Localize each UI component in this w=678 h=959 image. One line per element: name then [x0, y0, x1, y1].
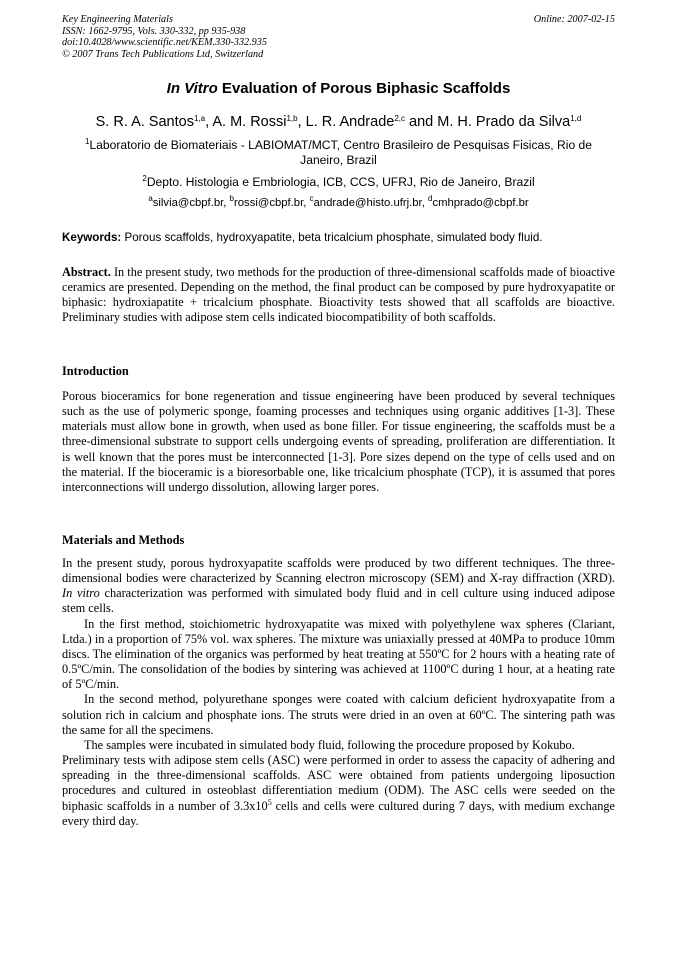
affiliation-mark: 2 — [142, 174, 147, 183]
methods-heading: Materials and Methods — [62, 533, 185, 547]
methods-paragraph-2: In the first method, stoichiometric hydroxyapatite was mixed with polyethylene wax spheres (Clariant, Ltda.) in a proportion of 75% vol. wax spheres. The mixture was uniaxially pressed at 40MPa to produce 10mm discs. The elimination of the organics was performed by heat treating at 550ºC for 2 hours with a heating rate of 0.5ºC/min. The consolidation of the bodies by sintering was achieved at 1100ºC during 1 hour, at a heating rate of 5ºC/min. — [62, 616, 615, 692]
methods-paragraph-1 — [62, 556, 615, 617]
online-date: Online: 2007-02-15 — [533, 14, 615, 25]
email-address: rossi@cbpf.br — [234, 197, 304, 209]
email-list — [62, 196, 615, 210]
methods-p5-superscript: 5 — [267, 797, 272, 807]
methods-paragraph-5 — [62, 753, 615, 829]
keywords-label: Keywords: — [62, 231, 122, 244]
introduction-text: Porous bioceramics for bone regeneration and tissue engineering have been produced by several techniques such as the use of polymeric sponge, foaming processes and techniques using organic additives [1-3]. These materials must allow bone in growth, when used as bone filler. For tissue engineering, the scaffolds must be a three-dimensional substrate to support cells undergoing events of spreading, proliferation are differentiation. It is well known that the pores must be interconnected [1-3]. Pore sizes depend on the type of cells used and on the material. If the bioceramic is a bioresorbable one, like tricalcium phosphate (TCP), it is assumed that pores interconnections will undergo dissolution, allowing larger pores. — [62, 389, 615, 494]
methods-p1-italic: In vitro — [62, 586, 100, 601]
keywords — [62, 231, 615, 245]
author-affiliation-mark: 2,c — [394, 114, 405, 123]
journal-header — [62, 14, 615, 60]
methods-paragraph-4: The samples were incubated in simulated body fluid, following the procedure proposed by Kokubo. — [84, 737, 575, 752]
author-list — [62, 113, 615, 131]
author-affiliation-mark: 1,a — [193, 114, 206, 123]
affiliation-text: Laboratorio de Biomateriais - LABIOMAT/MCT, Centro Brasileiro de Pesquisas Fisicas, Rio de Janeiro, Brazil — [89, 138, 592, 167]
keywords-text: Porous scaffolds, hydroxyapatite, beta tricalcium phosphate, simulated body fluid. — [121, 231, 543, 244]
author-affiliation-mark: 1,b — [286, 114, 298, 123]
paper-title — [62, 80, 615, 98]
abstract-text: In the present study, two methods for the production of three-dimensional scaffolds made of bioactive ceramics are presented. Depending on the method, the final product can be composed by pure hydroxyapatite or biphasic: hydroxiapatite + tricalcium phosphate. Bioactivity tests showed that all scaffolds are bioactive. Preliminary studies with adipose stem cells indicated biocompatibility of both scaffolds. — [62, 265, 615, 325]
email-separator: , — [303, 197, 310, 209]
doi-line: doi:10.4028/www.scientific.net/KEM.330-332.935 — [62, 37, 267, 48]
email-address: andrade@histo.ufrj.br — [313, 197, 422, 209]
email-mark: a — [148, 194, 153, 203]
abstract — [62, 265, 615, 326]
author-separator: and — [405, 114, 438, 130]
methods-p5-text-a: Preliminary tests with adipose stem cells (ASC) were performed in order to assess the capacity of adhering and spreading in the three-dimensional scaffolds. ASC were obtained from patients undergoing liposuction procedures and cultured in osteoblast differentiation medium (ODM). The ASC cells were seeded on the biphasic scaffolds in a number of 3.3x10 — [62, 753, 615, 813]
author-name: L. R. Andrade — [305, 114, 395, 130]
copyright-line: © 2007 Trans Tech Publications Ltd, Switzerland — [62, 48, 264, 60]
methods-p5-text-b: cells and cells were cultured during 7 days, with medium exchange every third day. — [62, 798, 615, 828]
email-mark: d — [427, 194, 433, 203]
email-address: cmhprado@cbpf.br — [432, 197, 529, 209]
journal-name: Key Engineering Materials — [62, 14, 173, 25]
email-separator: , — [223, 197, 230, 209]
affiliation-2 — [70, 175, 607, 190]
email-mark: b — [229, 194, 234, 203]
affiliation-text: Depto. Histologia e Embriologia, ICB, CCS, UFRJ, Rio de Janeiro, Brazil — [146, 175, 535, 189]
methods-p1-text-b: characterization was performed with simulated body fluid and in cell culture using induced adipose stem cells. — [62, 586, 615, 616]
affiliation-1 — [70, 138, 607, 168]
issn-line: ISSN: 1662-9795, Vols. 330-332, pp 935-938 — [62, 25, 246, 37]
author-affiliation-mark: 1,d — [570, 114, 582, 123]
title-italic: In Vitro — [166, 80, 218, 97]
methods-p1-text-a: In the present study, porous hydroxyapatite scaffolds were produced by two different techniques. The three-dimensional bodies were characterized by Scanning electron microscopy (SEM) and X-ray diffraction (XRD). — [62, 556, 615, 586]
introduction-heading: Introduction — [62, 364, 129, 378]
abstract-label: Abstract. — [62, 265, 111, 279]
author-name: M. H. Prado da Silva — [437, 114, 571, 130]
affiliation-mark: 1 — [85, 137, 90, 146]
email-mark: c — [309, 194, 314, 203]
author-separator: , — [297, 114, 306, 130]
author-name: A. M. Rossi — [212, 114, 287, 130]
methods-body — [62, 556, 615, 829]
email-separator: , — [421, 197, 428, 209]
author-separator: , — [205, 114, 213, 130]
email-address: silvia@cbpf.br — [152, 197, 224, 209]
author-name: S. R. A. Santos — [95, 114, 194, 130]
methods-paragraph-3: In the second method, polyurethane sponges were coated with calcium deficient hydroxyapatite from a solution rich in calcium and phosphate ions. The struts were dried in an oven at 60ºC. The sintering path was the same for all the specimens. — [62, 692, 615, 737]
title-rest: Evaluation of Porous Biphasic Scaffolds — [217, 80, 511, 97]
